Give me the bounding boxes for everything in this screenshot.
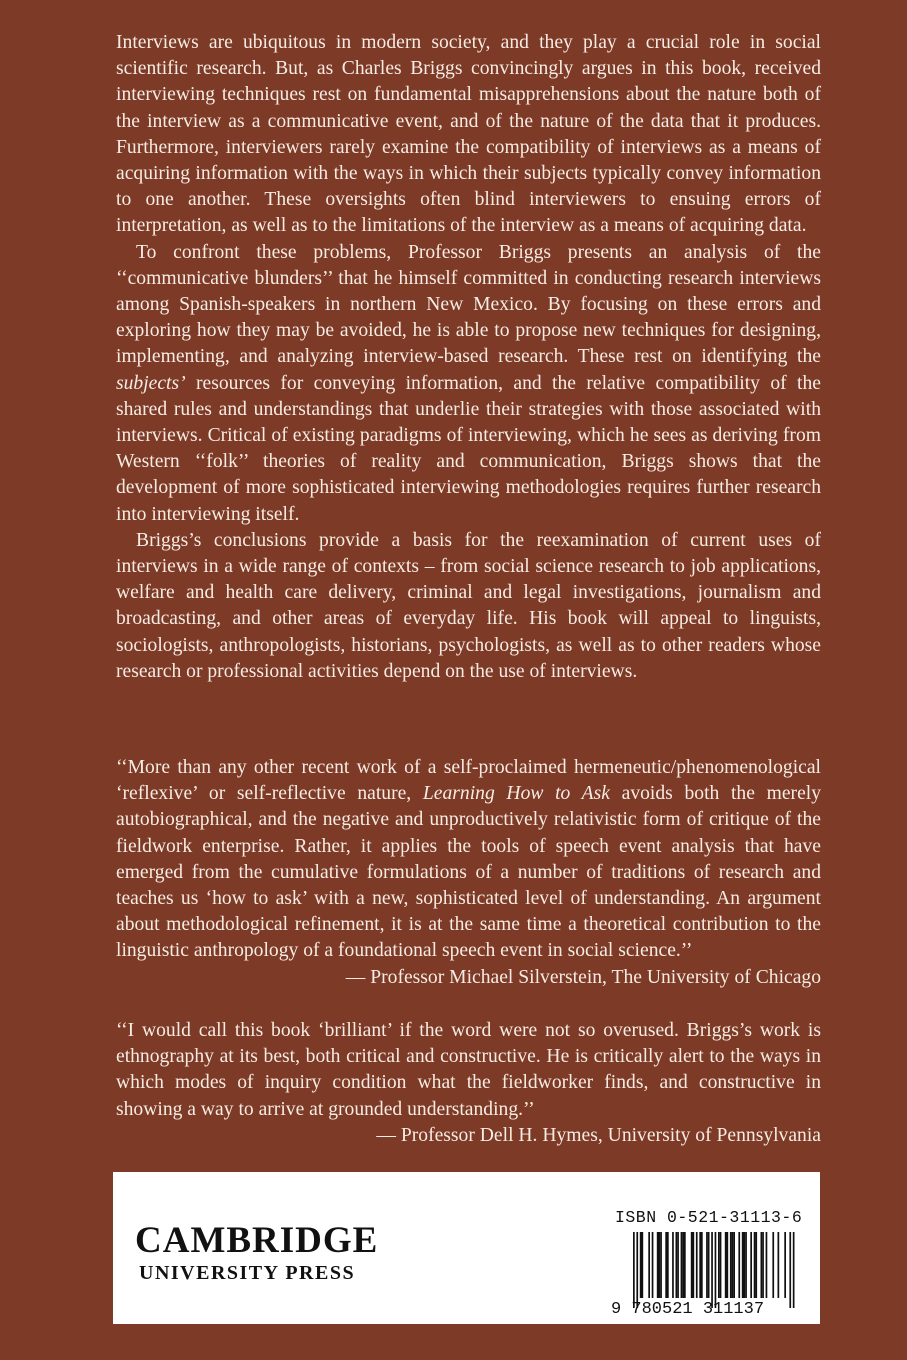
- barcode-bar: [667, 1232, 669, 1298]
- description-paragraph-2: To confront these problems, Professor Briggs presents an analysis of the ‘‘communicative blunders’’ that he himself committed in conducting research interviews among Spanish-speakers in northern New Mexico. By focusing on these errors and exploring how they may be avoided, he is able to propose new techniques for designing, implementing, and analyzing interview-based research. These rest on identifying the subjects’ resources for conveying information, and the relative compatibility of the shared rules and understandings that underlie their strategies with those associated with interviews. Critical of existing paradigms of interviewing, which he sees as deriving from Western ‘‘folk’’ theories of reality and communication, Briggs shows that the development of more sophisticated interviewing methodologies requires further research into interviewing itself.: [116, 241, 821, 525]
- review-quote-hymes: [116, 1018, 821, 1149]
- barcode-bar: [793, 1232, 795, 1308]
- barcode-digits: 9 780521 311137: [611, 1300, 765, 1319]
- barcode-bar: [750, 1232, 752, 1298]
- barcode-bar: [742, 1232, 744, 1298]
- barcode-bar: [652, 1232, 654, 1298]
- isbn-label: ISBN 0-521-31113-6: [615, 1208, 803, 1227]
- barcode-bar: [699, 1232, 701, 1298]
- barcode-bar: [762, 1232, 764, 1298]
- barcode-bar: [681, 1232, 683, 1298]
- barcode-bar: [657, 1232, 659, 1298]
- barcode-bar: [672, 1232, 674, 1298]
- publisher-name: CAMBRIDGE: [135, 1220, 379, 1261]
- barcode-bar: [691, 1232, 693, 1298]
- barcode-bar: [789, 1232, 791, 1308]
- barcode-bar: [732, 1232, 734, 1298]
- barcode-bar: [766, 1232, 768, 1298]
- barcode-bar: [701, 1232, 703, 1298]
- barcode-bar: [730, 1232, 732, 1298]
- barcode: [611, 1232, 809, 1322]
- barcode-bar: [720, 1232, 722, 1298]
- barcode-bar: [755, 1232, 757, 1298]
- barcode-bar: [711, 1232, 713, 1308]
- barcode-bar: [677, 1232, 679, 1298]
- barcode-bar: [784, 1232, 786, 1298]
- barcode-bar: [725, 1232, 727, 1298]
- description-paragraph-1: Interviews are ubiquitous in modern society, and they play a crucial role in social scientific research. But, as Charles Briggs convincingly argues in this book, received interviewing techniques rest on fundamental misapprehensions about the nature both of the interview as a communicative event, and of the nature of the data that it produces. Furthermore, interviewers rarely examine the compatibility of interviews as a means of acquiring information with the ways in which their subjects typically convey information to one another. These oversights often blind interviewers to ensuing errors of interpretation, as well as to the limitations of the interview as a means of acquiring data.: [116, 32, 821, 237]
- barcode-bar: [754, 1232, 756, 1298]
- barcode-bar: [659, 1232, 661, 1298]
- barcode-bar: [676, 1232, 678, 1298]
- barcode-bar: [761, 1232, 763, 1298]
- review-text: ‘‘I would call this book ‘brilliant’ if the word were not so overused. Briggs’s work is ethnography at its best, both critical and constructive. He is critically alert to the ways in which modes of inquiry condition what the fieldworker finds, and constructive in showing a way to arrive at grounded understanding.’’: [116, 1020, 821, 1120]
- barcode-bar: [682, 1232, 684, 1298]
- barcode-bar: [745, 1232, 747, 1298]
- barcode-bar: [636, 1232, 638, 1308]
- description-paragraph-3: Briggs’s conclusions provide a basis for the reexamination of current uses of interviews in a wide range of contexts – from social science research to job applications, welfare and health care delivery, criminal and legal investigations, journalism and broadcasting, and other areas of everyday life. His book will appeal to linguists, sociologists, anthropologists, historians, psychologists, as well as to other readers whose research or professional activities depend on the use of interviews.: [116, 529, 821, 682]
- barcode-bar: [633, 1232, 635, 1308]
- review-text: ‘‘More than any other recent work of a self-proclaimed hermeneutic/phenomenological ‘reflexive’ or self-reflective nature, Learning How to Ask avoids both the merely autobiographical, and the negative and unproductively relativistic form of critique of the fieldwork enterprise. Rather, it applies the tools of speech event analysis that have emerged from the cumulative formulations of a number of traditions of research and teaches us ‘how to ask’ with a new, sophisticated level of understanding. An argument about methodological refinement, it is at the same time a theoretical contribution to the linguistic anthropology of a foundational speech event in social science.’’: [116, 757, 822, 962]
- barcode-bar: [715, 1232, 717, 1308]
- barcode-bar: [727, 1232, 729, 1298]
- barcode-bar: [708, 1232, 710, 1298]
- barcode-bar: [665, 1232, 667, 1298]
- publisher-subname: UNIVERSITY PRESS: [139, 1262, 356, 1284]
- barcode-bar: [693, 1232, 695, 1298]
- barcode-bar: [744, 1232, 746, 1298]
- review-attribution: — Professor Michael Silverstein, The University of Chicago: [345, 966, 821, 988]
- barcode-bar: [648, 1232, 650, 1298]
- book-description: [116, 30, 821, 685]
- barcode-bar: [642, 1232, 644, 1298]
- barcode-bar: [660, 1232, 662, 1298]
- barcode-bar: [706, 1232, 708, 1298]
- publisher-logo: [135, 1222, 378, 1284]
- review-attribution: — Professor Dell H. Hymes, University of Pennsylvania: [376, 1124, 821, 1146]
- barcode-bar: [778, 1232, 780, 1298]
- barcode-bar: [772, 1232, 774, 1298]
- review-quote-silverstein: [116, 755, 821, 991]
- barcode-bar: [738, 1232, 740, 1298]
- barcode-bar: [640, 1232, 642, 1298]
- barcode-bar: [733, 1232, 735, 1298]
- barcode-bar: [718, 1232, 720, 1298]
- barcode-bar: [684, 1232, 686, 1298]
- barcode-bar: [696, 1232, 698, 1298]
- publisher-panel: [113, 1172, 820, 1324]
